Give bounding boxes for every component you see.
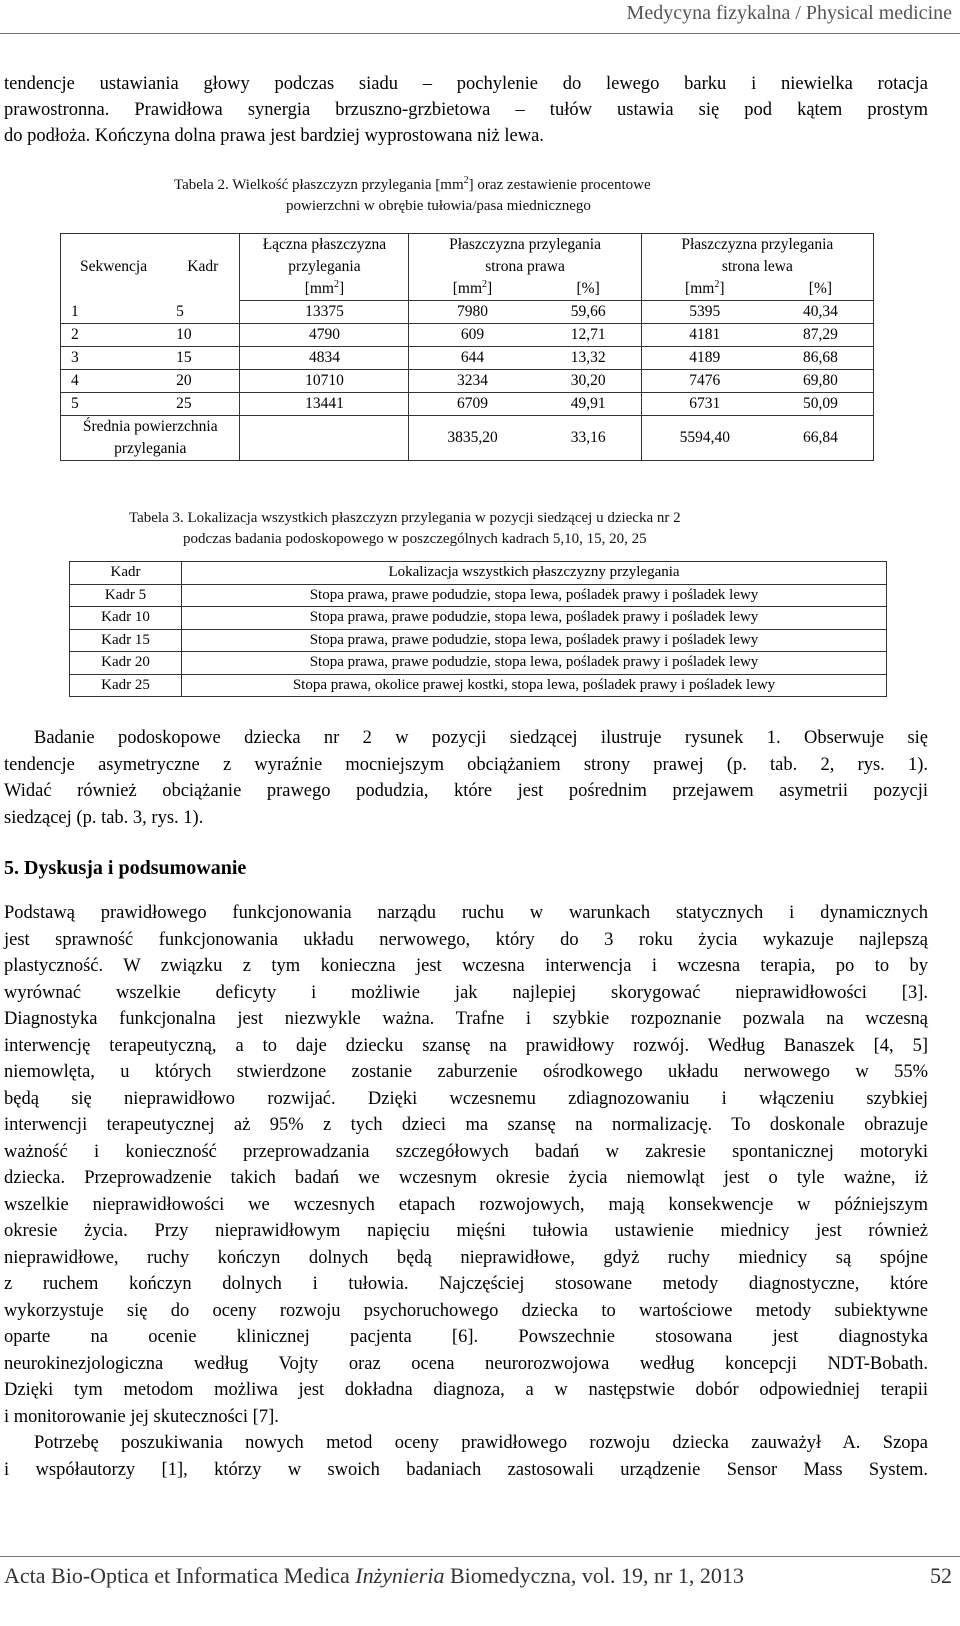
table-row: 1 5 13375 7980 59,66 5395 40,34: [61, 301, 874, 324]
page-number: 52: [930, 1563, 952, 1588]
table3-caption: Tabela 3. Lokalizacja wszystkich płaszczyzn przylegania w pozycji siedzącej u dziecka nr 2 podczas badania podoskopowego w poszczególnych kadrach 5,10, 15, 20, 25: [129, 510, 681, 547]
running-footer: [0, 1556, 960, 1593]
text-line: Widać również obciążanie prawego podudzia, które jest pośrednim przejawem asymetrii pozycji: [4, 781, 928, 801]
table2-caption: Tabela 2. Wielkość płaszczyzn przylegania $[mm^2]$ oraz zestawienie procentowe powierzchni w obrębie tułowia/pasa miednicznego: [174, 175, 651, 214]
text-line: siedzącej (p. tab. 3, rys. 1).: [4, 807, 204, 828]
paragraph-results: [4, 725, 928, 831]
text-line: prawostronna. Prawidłowa synergia brzuszno-grzbietowa – tułów ustawia się pod kątem prostym: [4, 100, 928, 120]
table-row: 5 25 13441 6709 49,91 6731 50,09: [61, 393, 874, 416]
journal-name: Acta Bio-Optica et Informatica Medica Inżynieria Biomedyczna, vol. 19, nr 1, 2013: [4, 1563, 744, 1588]
table-header-row: [70, 562, 887, 585]
table-mean-row: Średnia powierzchnia przylegania 3835,20 33,16 5594,40 66,84: [61, 416, 874, 461]
header-location: Lokalizacja wszystkich płaszczyzny przylegania: [182, 562, 887, 585]
header-kadr: Kadr: [70, 562, 182, 585]
header-right: Płaszczyzna przylegania: [409, 234, 641, 257]
table-row: Kadr 20 Stopa prawa, prawe podudzie, stopa lewa, pośladek prawy i pośladek lewy: [70, 652, 887, 675]
table2: [60, 233, 874, 461]
table-row: 4 20 10710 3234 30,20 7476 69,80: [61, 370, 874, 393]
table-unit-row: $[mm^2]$ $[mm^2]$ [%] $[mm^2]$ [%]: [61, 278, 874, 301]
table-row: 2 10 4790 609 12,71 4181 87,29: [61, 324, 874, 347]
table-row: 3 15 4834 644 13,32 4189 86,68: [61, 347, 874, 370]
table3: [69, 561, 887, 697]
table-header-row: [61, 234, 874, 257]
intro-paragraph: [4, 71, 928, 149]
header-left: Płaszczyzna przylegania: [641, 234, 873, 257]
header-sekwencja: Sekwencja: [79, 258, 148, 276]
table-header-row: przylegania strona prawa strona lewa: [61, 256, 874, 278]
journal-section-label: Medycyna fizykalna / Physical medicine: [626, 2, 952, 24]
text-line: tendencje asymetryczne z wyraźnie mocniejszym obciążaniem strony prawej (p. tab. 2, rys. 1).: [4, 754, 928, 775]
paragraph-discussion: Podstawą prawidłowego funkcjonowania narządu ruchu w warunkach statycznych i dynamicznych jest sprawność funkcjonowania układu nerwowego, który do 3 roku życia wykazuje najlepszą plastyczność. W związku z tym konieczna jest wczesna interwencja i wczesna terapia, po to by wyrównać wszelkie deficyty i możliwie jak najlepiej skorygować nieprawidłowości [3]. Diagnostyka funkcjonalna jest niezwykle ważna. Trafne i szybkie rozpoznanie pozwala na wczesną interwencję terapeutyczną, a to daje dziecku szansę na prawidłowy rozwój. Według Banaszek [4, 5] niemowlęta, u których stwierdzone zostanie zaburzenie ośrodkowego układu nerwowego w 55% będą się nieprawidłowo rozwijać. Dzięki wczesnemu zdiagnozowaniu i włączeniu szybkiej interwencji terapeutycznej aż 95% z tych dzieci ma szansę na normalizację. To doskonale obrazuje ważność i konieczność przeprowadzania szczegółowych badań w zakresie spontanicznej motoryki dziecka. Przeprowadzenie takich badań we wczesnym okresie życia niemowląt jest o tyle ważne, iż wszelkie nieprawidłowości we wczesnych etapach rozwojowych, mają konsekwencje w późniejszym okresie życia. Przy nieprawidłowym napięciu mięśni tułowia ustawienie miednicy jest również nieprawidłowe, ruchy kończyn dolnych będą nieprawidłowe, gdyż ruchy miednicy są spójne z ruchem kończyn dolnych i tułowia. Najczęściej stosowane metody diagnostyczne, które wykorzystuje się do oceny rozwoju psychoruchowego dziecka to wartościowe metody subiektywne oparte na ocenie klinicznej pacjenta [6]. Powszechnie stosowana jest diagnostyka neurokinezjologiczna według Vojty oraz ocena neurorozwojowa według koncepcji NDT-Bobath. Dzięki tym metodom możliwa jest dokładna diagnoza, a w następstwie dobór odpowiedniej terapii i monitorowanie jej skuteczności [7].: [4, 903, 928, 1427]
table-row: Kadr 10 Stopa prawa, prawe podudzie, stopa lewa, pośladek prawy i pośladek lewy: [70, 607, 887, 630]
table-row: Kadr 5 Stopa prawa, prawe podudzie, stopa lewa, pośladek prawy i pośladek lewy: [70, 584, 887, 607]
header-total: Łączna płaszczyzna: [240, 234, 409, 257]
text-line: Badanie podoskopowe dziecka nr 2 w pozycji siedzącej ilustruje rysunek 1. Obserwuje się: [34, 728, 928, 748]
table-row: Kadr 25 Stopa prawa, okolice prawej kostki, stopa lewa, pośladek prawy i pośladek lewy: [70, 674, 887, 697]
paragraph-closing: Potrzebę poszukiwania nowych metod oceny prawidłowego rozwoju dziecka zauważył A. Szopa i współautorzy [1], którzy w swoich badaniach zastosowali urządzenie Sensor Mass System.: [4, 1433, 928, 1480]
table-row: Kadr 15 Stopa prawa, prawe podudzie, stopa lewa, pośladek prawy i pośladek lewy: [70, 629, 887, 652]
section-heading: 5. Dyskusja i podsumowanie: [4, 857, 247, 879]
running-header: [0, 2, 960, 34]
text-line: do podłoża. Kończyna dolna prawa jest bardziej wyprostowana niż lewa.: [4, 126, 544, 146]
text-line: tendencje ustawiania głowy podczas siadu – pochylenie do lewego barku i niewielka rotacja: [4, 74, 928, 94]
header-kadr: Kadr: [187, 258, 219, 276]
